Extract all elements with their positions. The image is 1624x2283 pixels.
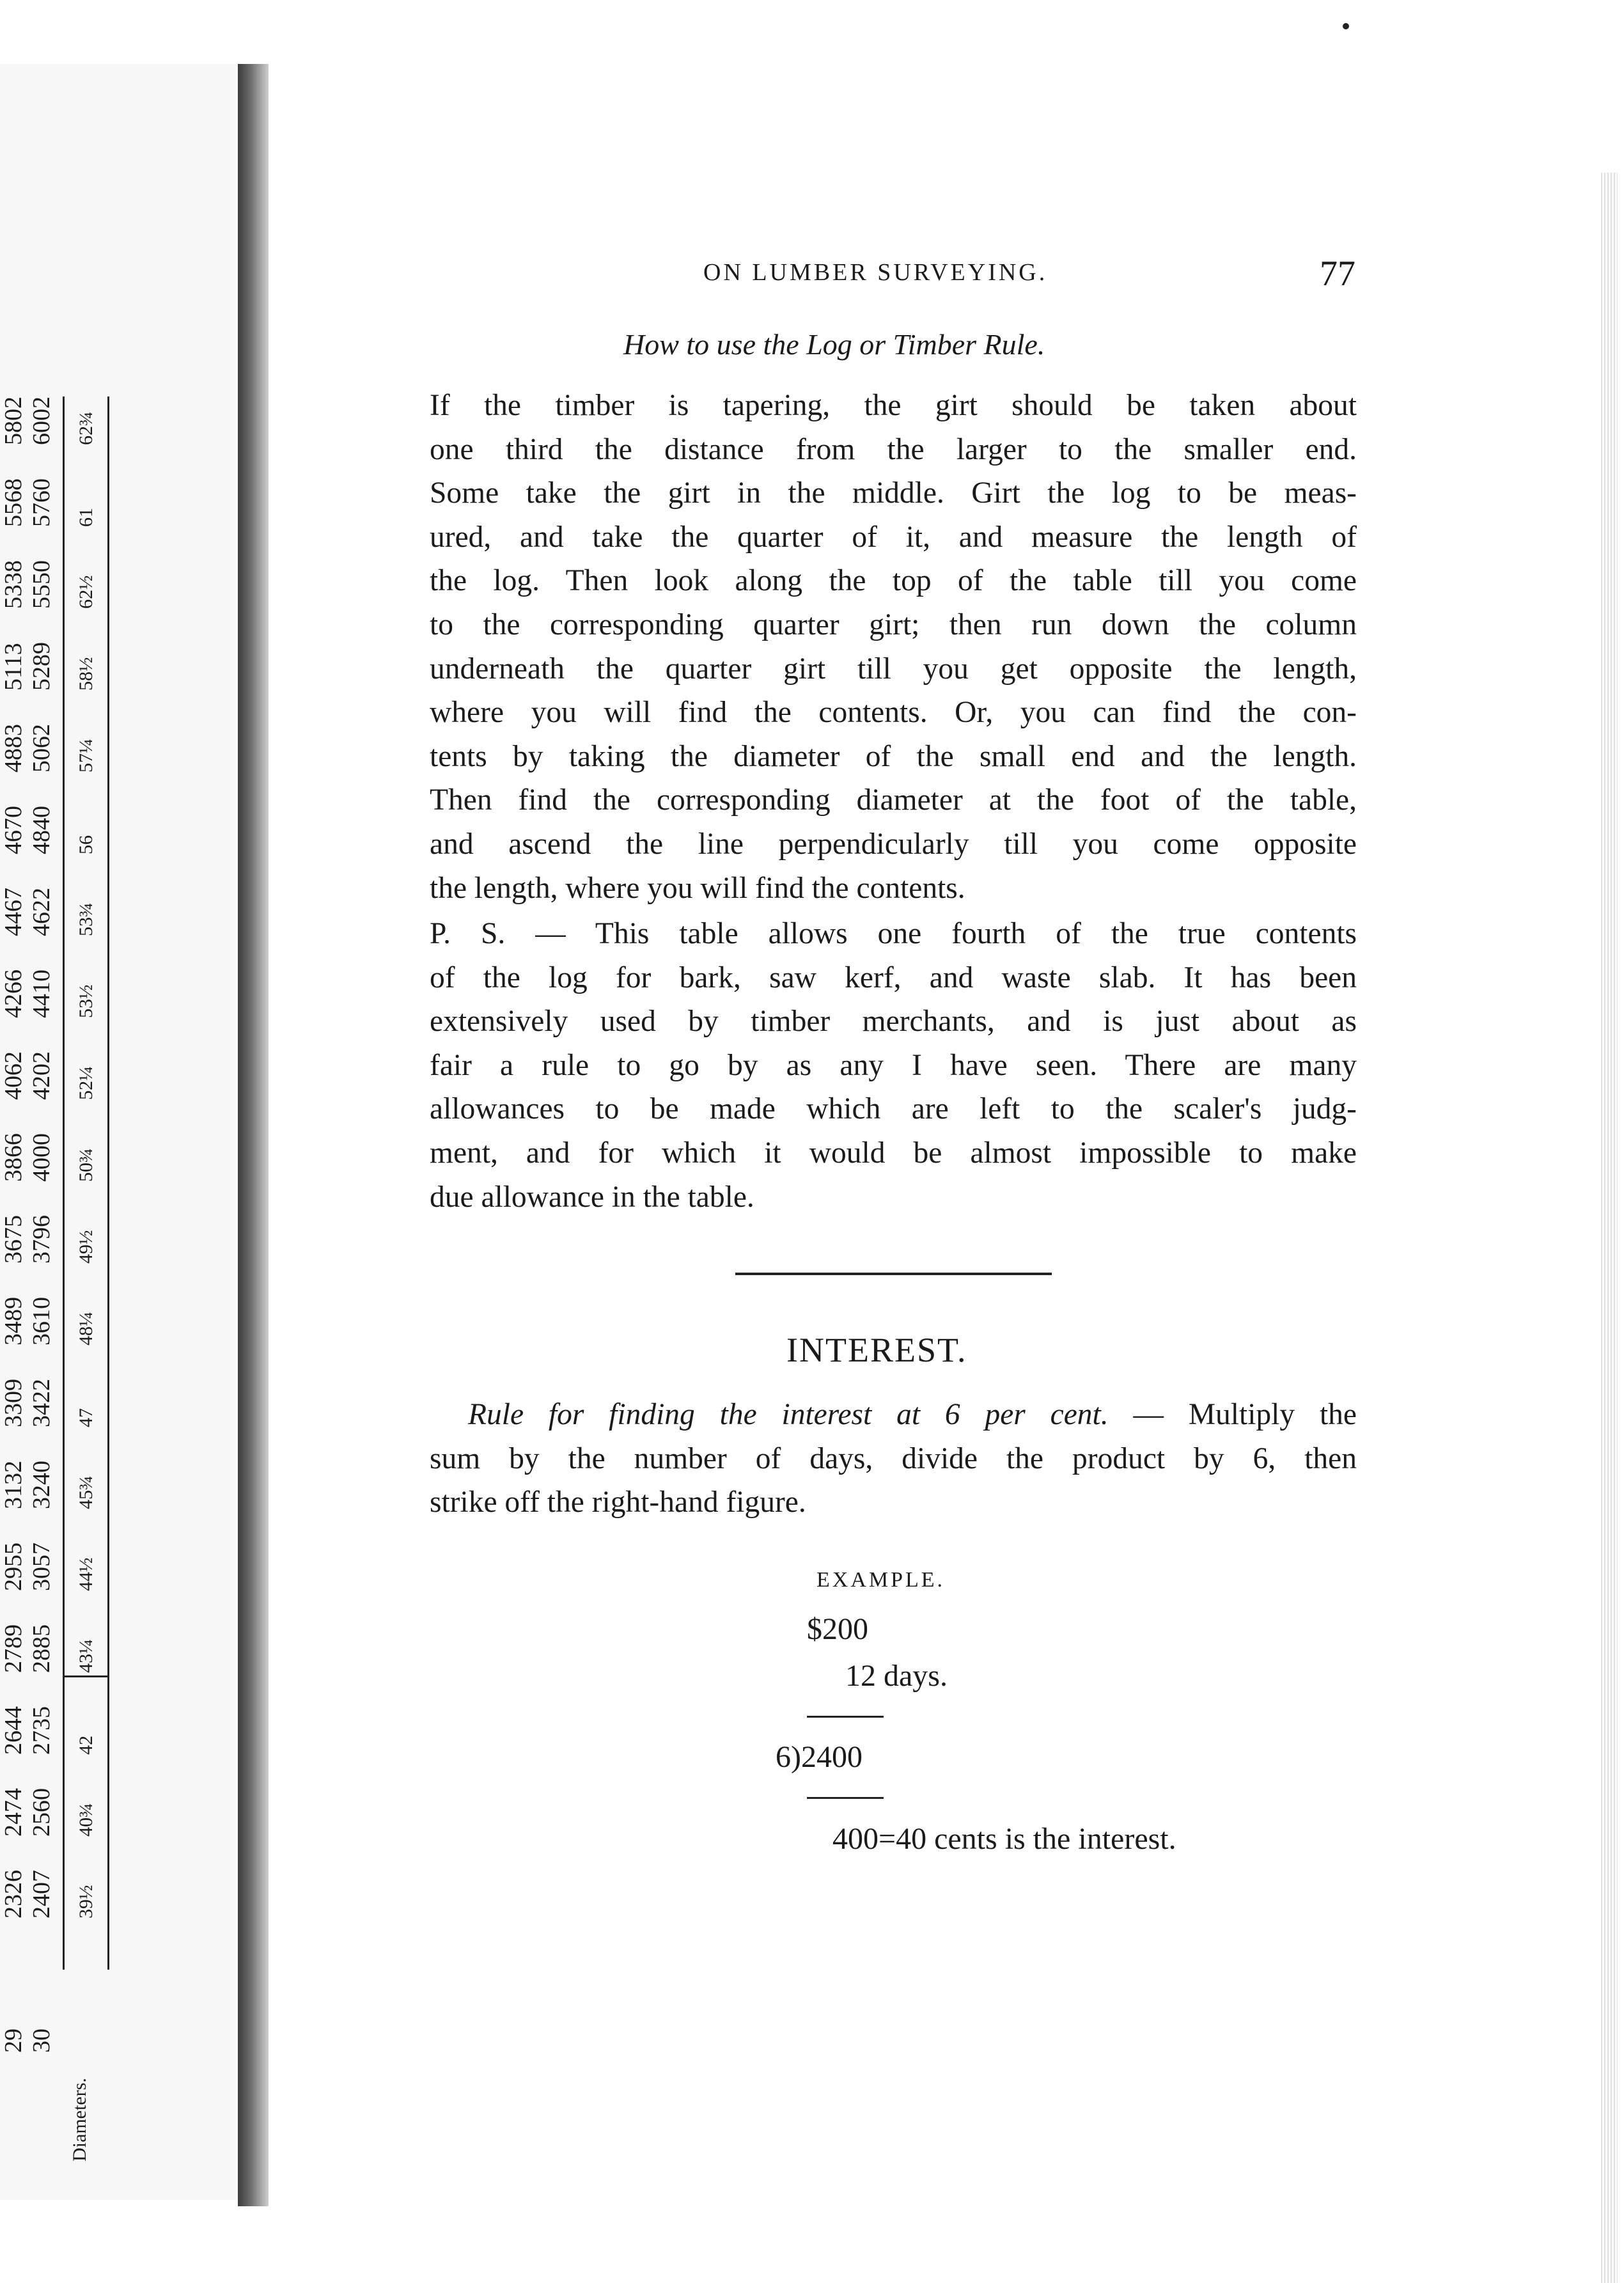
table-cell: 4410 <box>28 969 55 1018</box>
table-cell: 2955 <box>0 1542 27 1591</box>
table-cell: 45¾ <box>75 1475 97 1509</box>
text-line: Some take the girt in the middle. Girt the log to be meas- <box>430 476 1357 510</box>
rule-text: — Multiply the <box>1108 1398 1357 1431</box>
calc-rule-1 <box>807 1716 884 1718</box>
table-cell: 3057 <box>28 1542 55 1591</box>
calc-division: 6)2400 <box>776 1740 863 1774</box>
text-line: the length, where you will find the contents. <box>430 871 965 905</box>
running-head-title: ON LUMBER SURVEYING. <box>703 259 1048 286</box>
table-cell: 3866 <box>0 1133 27 1182</box>
table-cell: 57¼ <box>75 739 97 773</box>
table-cell: 5802 <box>0 396 27 445</box>
text-line: due allowance in the table. <box>430 1180 754 1214</box>
table-cell: 39½ <box>75 1885 97 1918</box>
page-number: 77 <box>1320 254 1355 294</box>
table-cell: 3240 <box>28 1461 55 1509</box>
rotated-table <box>0 384 107 2161</box>
table-cell: 62¾ <box>75 411 97 445</box>
table-cell: 58½ <box>75 657 97 691</box>
text-line: and ascend the line perpendicularly till you come opposite <box>430 827 1357 861</box>
table-cell-rule <box>63 1675 107 1677</box>
table-cell: 4670 <box>0 806 27 854</box>
text-line: fair a rule to go by as any I have seen. There are many <box>430 1048 1357 1082</box>
running-head <box>703 254 1355 303</box>
rule-title-italic: Rule for finding the interest at 6 per cent. <box>468 1398 1109 1431</box>
table-label: 30 <box>28 2028 55 2053</box>
text-line: one third the distance from the larger to the smaller end. <box>430 432 1357 466</box>
table-cell: 4062 <box>0 1051 27 1100</box>
table-cell: 2735 <box>28 1706 55 1755</box>
table-cell: 3422 <box>28 1379 55 1427</box>
table-cell: 3610 <box>28 1297 55 1345</box>
text-line: sum by the number of days, divide the product by 6, then <box>430 1441 1357 1475</box>
text-line: to the corresponding quarter girt; then run down the column <box>430 608 1357 641</box>
calc-amount: $200 <box>807 1612 868 1646</box>
paragraph-timber-rule <box>430 384 1357 910</box>
table-cell: 3675 <box>0 1215 27 1264</box>
table-cell: 3489 <box>0 1297 27 1345</box>
table-cell: 5550 <box>28 560 55 609</box>
table-cell: 42 <box>75 1736 97 1755</box>
text-line: P. S. — This table allows one fourth of the true contents <box>430 917 1357 950</box>
table-cell: 62½ <box>75 575 97 609</box>
text-line: strike off the right-hand figure. <box>430 1486 806 1519</box>
table-cell: 2407 <box>28 1870 55 1918</box>
table-label: Diameters. <box>69 2078 90 2161</box>
table-cell: 2644 <box>0 1706 27 1755</box>
table-cell: 5062 <box>28 724 55 773</box>
table-cell: 40¾ <box>75 1803 97 1837</box>
paragraph-postscript <box>430 912 1357 1219</box>
table-cell: 4202 <box>28 1051 55 1100</box>
text-line: of the log for bark, saw kerf, and waste slab. It has been <box>430 961 1357 994</box>
table-cell: 44½ <box>75 1557 97 1591</box>
table-cell: 4840 <box>28 806 55 854</box>
table-cell: 2885 <box>28 1624 55 1673</box>
text-line: ured, and take the quarter of it, and measure the length of <box>430 520 1357 554</box>
text-line: Then find the corresponding diameter at the foot of the table, <box>430 783 1357 817</box>
book-gutter <box>238 64 269 2206</box>
table-label: 29 <box>0 2028 27 2053</box>
table-cell: 48¼ <box>75 1312 97 1345</box>
text-line: tents by taking the diameter of the small end and the length. <box>430 739 1357 773</box>
table-cell: 6002 <box>28 396 55 445</box>
table-cell: 53½ <box>75 984 97 1018</box>
calc-result: 400=40 cents is the interest. <box>832 1822 1176 1856</box>
text-line: allowances to be made which are left to the scaler's judg- <box>430 1092 1357 1126</box>
table-border-rule <box>107 396 109 1970</box>
table-cell: 5113 <box>0 643 27 691</box>
table-cell: 4622 <box>28 888 55 936</box>
table-cell: 43¼ <box>75 1639 97 1673</box>
section-divider <box>735 1273 1052 1275</box>
section-subtitle: How to use the Log or Timber Rule. <box>623 328 1045 361</box>
section-heading-interest: INTEREST. <box>786 1331 967 1369</box>
table-cell: 4883 <box>0 724 27 773</box>
table-cell: 5289 <box>28 642 55 691</box>
text-line: underneath the quarter girt till you get opposite the length, <box>430 652 1357 686</box>
table-cell: 53¾ <box>75 902 97 936</box>
table-column-rule <box>63 396 65 1970</box>
table-cell: 3796 <box>28 1215 55 1264</box>
left-page-table-fragment <box>0 64 238 2200</box>
table-cell: 50¾ <box>75 1148 97 1182</box>
text-line <box>430 1393 1357 1437</box>
table-cell: 2474 <box>0 1788 27 1837</box>
table-cell: 2789 <box>0 1624 27 1673</box>
table-cell: 5760 <box>28 478 55 527</box>
table-cell: 61 <box>75 508 97 527</box>
text-line: If the timber is tapering, the girt should be taken about <box>430 389 1357 422</box>
table-cell: 3309 <box>0 1379 27 1427</box>
table-cell: 4467 <box>0 888 27 936</box>
table-cell: 5568 <box>0 478 27 527</box>
example-label: EXAMPLE. <box>816 1568 946 1592</box>
text-line: extensively used by timber merchants, and is just about as <box>430 1005 1357 1039</box>
calc-rule-2 <box>807 1797 884 1799</box>
table-cell: 2560 <box>28 1788 55 1837</box>
table-cell: 56 <box>75 835 97 854</box>
table-cell: 3132 <box>0 1461 27 1509</box>
text-line: the log. Then look along the top of the table till you come <box>430 564 1357 598</box>
table-cell: 52¼ <box>75 1066 97 1100</box>
page-edge <box>1601 173 1618 2283</box>
text-line: ment, and for which it would be almost impossible to make <box>430 1136 1357 1170</box>
scan-speck <box>1343 23 1349 29</box>
table-cell: 49½ <box>75 1230 97 1264</box>
table-cell: 47 <box>75 1408 97 1427</box>
text-line: where you will find the contents. Or, you can find the con- <box>430 696 1357 730</box>
paragraph-interest-rule <box>430 1393 1357 1525</box>
calc-days: 12 days. <box>845 1659 948 1693</box>
table-cell: 4000 <box>28 1133 55 1182</box>
table-cell: 5338 <box>0 560 27 609</box>
table-cell: 2326 <box>0 1870 27 1918</box>
table-cell: 4266 <box>0 969 27 1018</box>
